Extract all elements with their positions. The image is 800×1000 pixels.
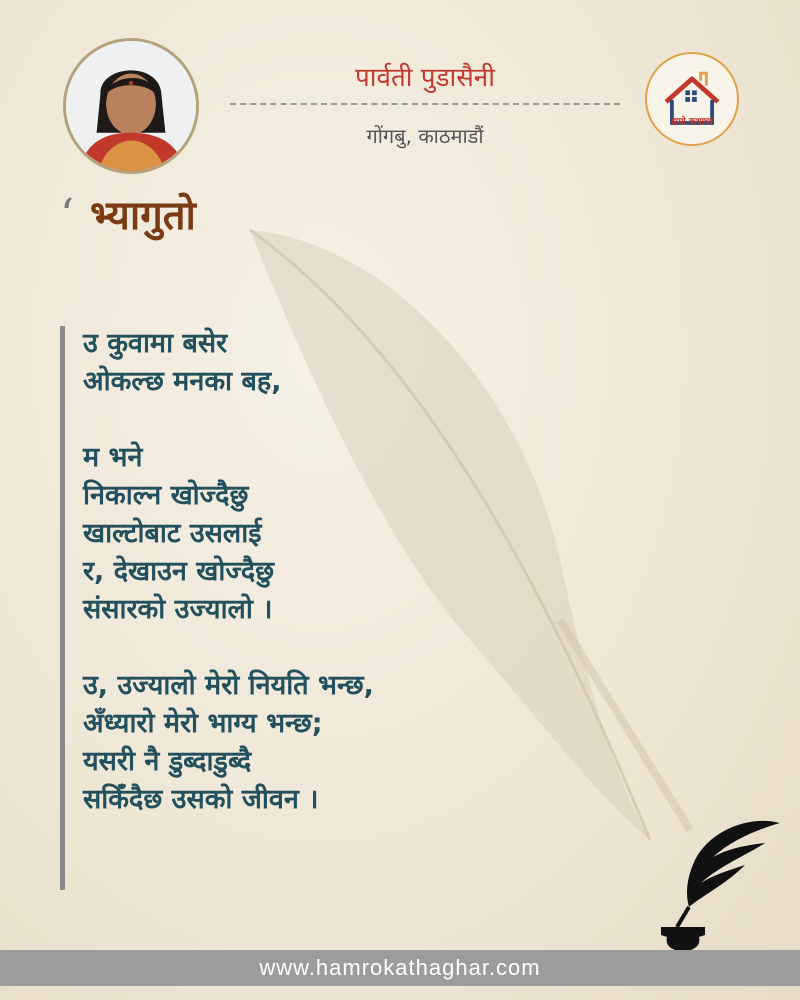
poem-line: सकिँदैछ उसको जीवन । <box>83 784 319 815</box>
poem-line: यसरी नै डुब्दाडुब्दै <box>83 746 252 777</box>
quote-mark-icon: ‘ <box>60 190 74 241</box>
author-location: गोंगबु, काठमाडौं <box>366 124 484 148</box>
poem-line: उ, उज्यालो मेरो नियति भन्छ, <box>83 670 374 701</box>
footer-bar <box>0 950 800 986</box>
logo-text: हाम्रो कथाघर <box>671 117 713 127</box>
poem-line: उ कुवामा बसेर <box>83 328 228 359</box>
poem-line: र, देखाउन खोज्दैछु <box>83 556 275 587</box>
poem-body <box>83 325 603 819</box>
poem-title: भ्यागुतो <box>90 193 196 239</box>
author-avatar <box>63 38 199 174</box>
quill-inkpot-icon <box>655 815 785 955</box>
poem-line: ओकल्छ मनका बह, <box>83 366 282 397</box>
poem-line: म भने <box>83 442 143 473</box>
poem-side-bar <box>60 326 65 890</box>
house-logo-icon <box>647 54 737 144</box>
stanza-gap <box>83 629 603 667</box>
website-link[interactable]: www.hamrokathaghar.com <box>259 955 541 980</box>
site-logo <box>645 52 739 146</box>
poem-line: संसारको उज्यालो । <box>83 594 273 625</box>
poem-line: निकाल्न खोज्दैछु <box>83 480 249 511</box>
header-divider <box>230 103 620 105</box>
poem-line: खाल्टोबाट उसलाई <box>83 518 262 549</box>
author-name: पार्वती पुडासैनी <box>355 63 495 93</box>
stanza-gap <box>83 401 603 439</box>
poem-line: अँध्यारो मेरो भाग्य भन्छ; <box>83 708 323 739</box>
